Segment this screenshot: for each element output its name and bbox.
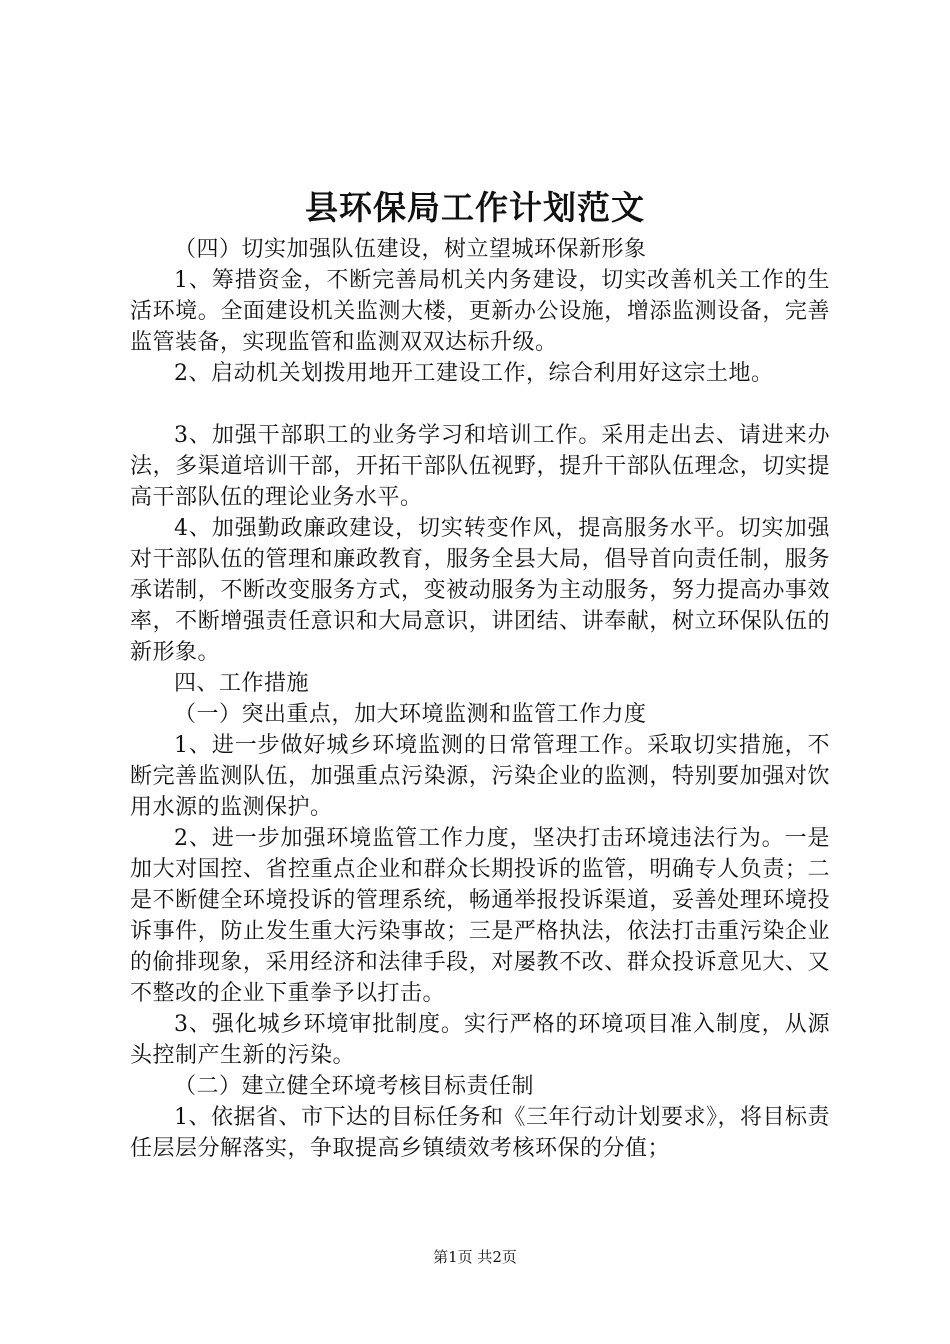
document-body (130, 234, 830, 1164)
body-paragraph: 1、依据省、市下达的目标任务和《三年行动计划要求》，将目标责任层层分解落实，争取提高乡镇绩效考核环保的分值； (130, 1105, 830, 1161)
body-paragraph: 1、进一步做好城乡环境监测的日常管理工作。采取切实措施，不断完善监测队伍，加强重点污染源，污染企业的监测，特别要加强对饮用水源的监测保护。 (130, 733, 830, 820)
body-paragraph: 3、加强干部职工的业务学习和培训工作。采用走出去、请进来办法，多渠道培训干部，开拓干部队伍视野，提升干部队伍理念，切实提高干部队伍的理论业务水平。 (130, 423, 830, 510)
body-paragraph: 4、加强勤政廉政建设，切实转变作风，提高服务水平。切实加强对干部队伍的管理和廉政教育，服务全县大局，倡导首向责任制，服务承诺制，不断改变服务方式，变被动服务为主动服务，努力提高办事效率，不断增强责任意识和大局意识，讲团结、讲奉献，树立环保队伍的新形象。 (130, 516, 830, 665)
document-title: 县环保局工作计划范文 (305, 188, 645, 227)
body-paragraph: 3、强化城乡环境审批制度。实行严格的环境项目准入制度，从源头控制产生新的污染。 (130, 1012, 830, 1068)
section-heading: （一）突出重点，加大环境监测和监管工作力度 (174, 702, 647, 727)
section-heading: （二）建立健全环境考核目标责任制 (174, 1074, 535, 1099)
section-heading: （四）切实加强队伍建设，树立望城环保新形象 (174, 237, 647, 262)
body-paragraph: 2、启动机关划拨用地开工建设工作，综合利用好这宗土地。 (174, 361, 774, 386)
body-paragraph: 2、进一步加强环境监管工作力度，坚决打击环境违法行为。一是加大对国控、省控重点企业和群众长期投诉的监管，明确专人负责；二是不断健全环境投诉的管理系统，畅通举报投诉渠道，妥善处理环境投诉事件，防止发生重大污染事故；三是严格执法，依法打击重污染企业的偷排现象，采用经济和法律手段，对屡教不改、群众投诉意见大、又不整改的企业下重拳予以打击。 (130, 826, 830, 1006)
section-heading: 四、工作措施 (174, 671, 310, 696)
page-number-footer: 第1页 共2页 (433, 1248, 517, 1266)
body-paragraph: 1、筹措资金，不断完善局机关内务建设，切实改善机关工作的生活环境。全面建设机关监测大楼，更新办公设施，增添监测设备，完善监管装备，实现监管和监测双双达标升级。 (130, 268, 830, 355)
